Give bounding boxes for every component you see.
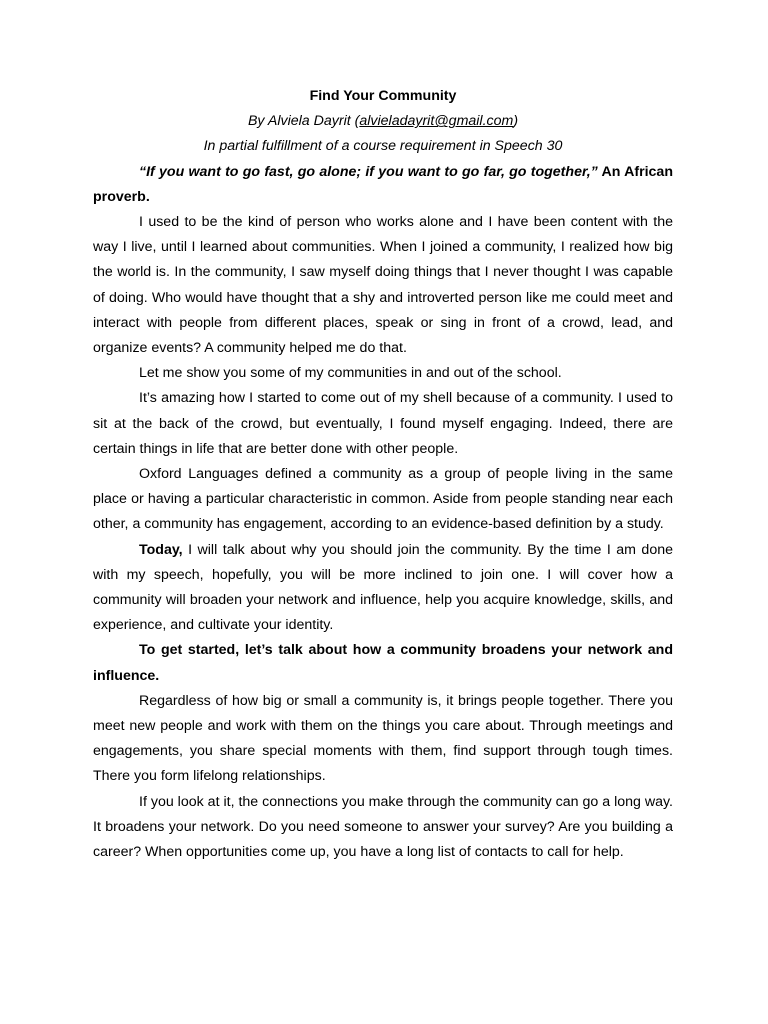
- paragraph: Let me show you some of my communities in and out of the school.: [139, 365, 562, 382]
- paragraph: It’s amazing how I started to come out of my shell because of a community. I used to sit at the back of the crowd, but eventually, I found myself engaging. Indeed, there are certain things in life that are better done with other people.: [93, 390, 673, 457]
- paragraph-body: I will talk about why you should join the community. By the time I am done with my speech, hopefully, you will be more inclined to join one. I will cover how a community will broaden your network and influence, help you acquire knowledge, skills, and experience, and cultivate your identity.: [93, 541, 673, 634]
- subtitle: In partial fulfillment of a course requirement in Speech 30: [203, 138, 563, 155]
- paragraph: If you look at it, the connections you make through the community can go a long way. It broadens your network. Do you need someone to answer your survey? Are you building a career? When opportunities come up, you have a long list of contacts to call for help.: [93, 793, 673, 861]
- byline: [93, 109, 673, 134]
- byline-suffix: ): [513, 113, 519, 130]
- byline-prefix: By Alviela Dayrit (: [247, 113, 360, 130]
- paragraph: I used to be the kind of person who works alone and I have been content with the way I live, until I learned about communities. When I joined a community, I realized how big the world is. In the community, I saw myself doing things that I never thought I was capable of doing. Who would have thought that a shy and introverted person like me could meet and interact with people from different places, speak or sing in front of a crowd, lead, and organize events? A community helped me do that.: [93, 214, 673, 357]
- paragraph-lead: Today,: [139, 541, 183, 558]
- paragraph: Oxford Languages defined a community as a group of people living in the same place or having a particular characteristic in common. Aside from people standing near each other, a community has engagement, according to an evidence-based definition by a study.: [93, 466, 673, 533]
- document-page: [93, 84, 673, 865]
- author-email-link[interactable]: alvieladayrit@gmail.com: [359, 113, 514, 130]
- quote-attribution: An African proverb.: [93, 163, 673, 205]
- paragraph: [93, 538, 673, 639]
- section-heading: To get started, let’s talk about how a community broadens your network and influence.: [93, 642, 673, 684]
- opening-quote: [93, 160, 673, 210]
- quote-text: “If you want to go fast, go alone; if you want to go far, go together,”: [139, 163, 598, 180]
- document-title: Find Your Community: [309, 88, 457, 104]
- paragraph: Regardless of how big or small a community is, it brings people together. There you meet new people and work with them on the things you care about. Through meetings and engagements, you share special moments with them, find support through tough times. There you form lifelong relationships.: [93, 692, 673, 785]
